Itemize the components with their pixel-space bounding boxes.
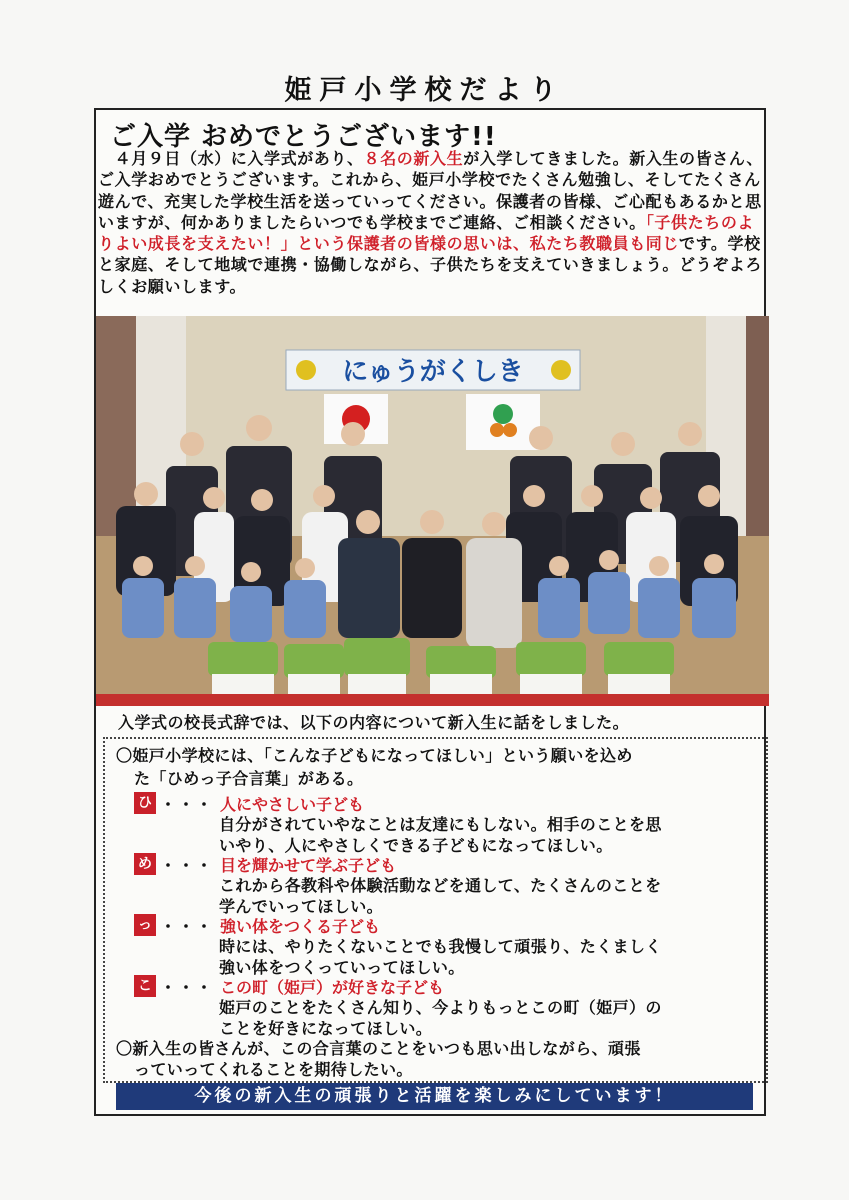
closing-banner: 今後の新入生の頑張りと活躍を楽しみにしています！ bbox=[116, 1083, 753, 1110]
intro-highlight: ８名の新入生 bbox=[363, 149, 464, 168]
motto-item-title: 強い体をつくる子ども bbox=[220, 917, 381, 936]
motto-item-desc: 姫戸のことをたくさん知り、今よりもっとこの町（姫戸）の bbox=[219, 998, 662, 1017]
motto-kana-badge: っ bbox=[134, 914, 156, 936]
intro-text: ４月９日（水）に入学式があり、 bbox=[98, 149, 364, 168]
motto-item-desc: ことを好きになってほしい。 bbox=[219, 1019, 433, 1038]
article-headline: ご入学 おめでとうございます!! bbox=[110, 122, 497, 152]
motto-item-title: 人にやさしい子ども bbox=[220, 795, 365, 814]
ceremony-photo bbox=[96, 316, 769, 706]
motto-dots: ・・・ bbox=[160, 856, 215, 875]
intro-text: です。学校と家庭、そして地域で連携・協働しながら、子供たちを支えていきましょう。どうぞよろしくお願いします。 bbox=[98, 234, 763, 296]
motto-item-desc: 時には、やりたくないことでも我慢して頑張り、たくましく bbox=[219, 937, 662, 956]
motto-item-title: この町（姫戸）が好きな子ども bbox=[220, 978, 445, 997]
motto-item-title: 目を輝かせて学ぶ子ども bbox=[220, 856, 397, 875]
motto-dots: ・・・ bbox=[160, 978, 215, 997]
motto-item-desc: 自分がされていやなことは友達にもしない。相手のことを思 bbox=[219, 815, 662, 834]
motto-dots: ・・・ bbox=[160, 795, 215, 814]
stage-sign-text: にゅうがくしき bbox=[342, 357, 524, 387]
motto-intro-line: た「ひめっ子合言葉」がある。 bbox=[134, 769, 364, 788]
motto-item-desc: これから各教科や体験活動などを通して、たくさんのことを bbox=[219, 876, 662, 895]
motto-closing-line: っていってくれることを期待したい。 bbox=[134, 1060, 413, 1079]
photo-caption: 入学式の校長式辞では、以下の内容について新入生に話をしました。 bbox=[118, 713, 630, 732]
motto-item-desc: いやり、人にやさしくできる子どもになってほしい。 bbox=[219, 836, 613, 855]
intro-text: が入学してきました。新入生の皆さん、ご入学おめでとうございます。これから、姫戸小学校でたくさん勉強し、そしてたくさん遊んで、充実した学校生活を送っていってください。保護者の皆様、ご心配もあるかと思いますが、何かありましたらいつでも学校までご連絡、ご相談ください。 bbox=[98, 149, 763, 232]
motto-closing-line: 〇新入生の皆さんが、この合言葉のことをいつも思い出しながら、頑張 bbox=[116, 1039, 641, 1058]
intro-highlight: 「子供たちのよりよい成長を支えたい！」という保護者の皆様の思いは、私たち教職員も同じ bbox=[98, 212, 755, 254]
motto-item-desc: 学んでいってほしい。 bbox=[219, 897, 384, 916]
motto-kana-badge: ひ bbox=[134, 792, 156, 814]
newsletter-title: 姫戸小学校だより bbox=[284, 75, 565, 106]
ceremony-photo-illustration bbox=[96, 316, 769, 706]
motto-kana-badge: こ bbox=[134, 975, 156, 997]
motto-kana-badge: め bbox=[134, 853, 156, 875]
motto-dots: ・・・ bbox=[160, 917, 215, 936]
intro-paragraph bbox=[98, 148, 766, 297]
motto-item-desc: 強い体をつくっていってほしい。 bbox=[219, 958, 465, 977]
motto-intro-line: 〇姫戸小学校には、「こんな子どもになってほしい」という願いを込め bbox=[116, 746, 633, 765]
